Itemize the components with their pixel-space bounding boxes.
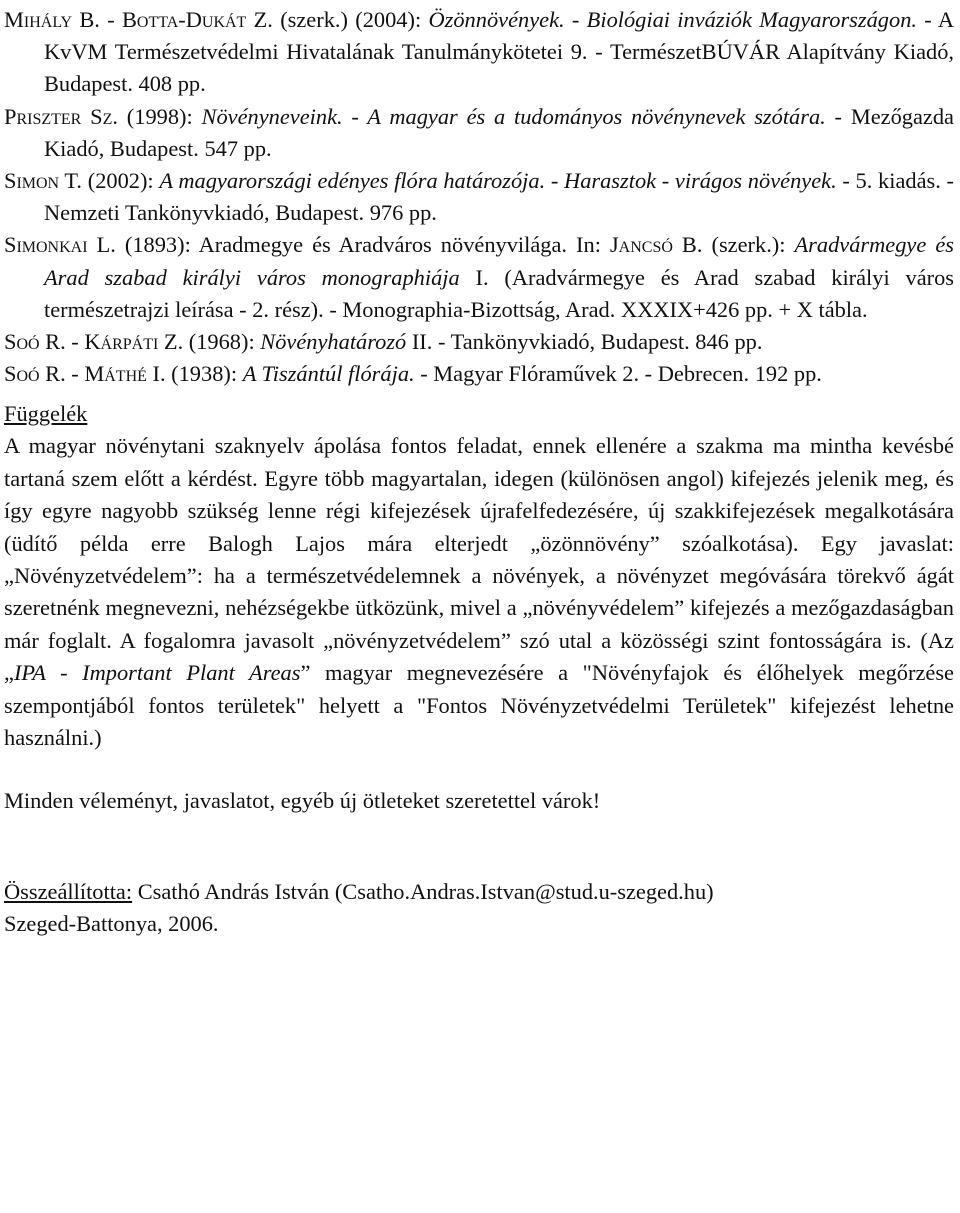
reference-year: (1998):	[117, 103, 202, 129]
reference-entry	[4, 358, 954, 390]
reference-authors: Simon T.	[4, 168, 83, 194]
reference-authors: Mihály B. - Botta-Dukát Z.	[4, 7, 273, 32]
reference-title: Növényhatározó	[260, 329, 407, 355]
reference-title: A magyarországi edényes flóra határozója. - Harasztok - virágos növények.	[159, 168, 837, 194]
reference-publisher: - 5. kiadás. - Nemzeti Tankönyvkiadó, Budapest. 976 pp.	[44, 168, 954, 226]
reference-year: (1893): Aradmegye és Aradváros növényvilága. In:	[115, 232, 610, 258]
reference-publisher: - A KvVM Természetvédelmi Hivatalának Tanulmánykötetei 9. - TermészetBÚVÁR Alapítvány Kiadó, Budapest. 408 pp.	[44, 7, 954, 97]
appendix-text: A magyar növénytani szaknyelv ápolása fontos feladat, ennek ellenére a szakma ma mintha kevésbé tartaná szem előtt a kérdést. Egyre több magyartalan, idegen (különösen angol) kifejezés jelenik meg, és így egyre nagyobb szükség lenne régi kifejezések újrafelfedezésére, új szakkifejezések megalkotására (üdítő példa erre Balogh Lajos mára elterjedt „özönnövény” szóalkotása). Egy javaslat: „Növényzetvédelem”: ha a természetvédelemnek a növények, a növényzet megóvására törekvő ágát szeretnénk megnevezni, nehézségekbe ütközünk, mivel a „növényvédelem” kifejezés a mezőgazdaságban már foglalt. A fogalomra javasolt „növényzetvédelem” szó utal a közösségi szint fontosságára is. (Az „	[4, 433, 954, 686]
reference-title: Növényneveink. - A magyar és a tudományos növénynevek szótára.	[201, 103, 826, 129]
reference-title: Aradvármegye és Arad szabad királyi város monographiája	[44, 232, 954, 290]
appendix-italic-term: IPA - Important Plant Areas	[13, 660, 301, 686]
reference-authors: Soó R. - Máthé I.	[4, 361, 166, 387]
reference-authors: Simonkai L.	[4, 232, 116, 258]
reference-publisher: I. (Aradvármegye és Arad szabad királyi város természetrajzi leírása - 2. rész). - Monographia-Bizottság, Arad. XXXIX+426 pp. + X tábla.	[44, 264, 955, 322]
reference-entry	[4, 229, 954, 326]
reference-authors: Soó R. - Kárpáti Z.	[4, 329, 184, 355]
reference-entry	[4, 4, 954, 101]
reference-entry	[4, 101, 954, 165]
appendix-text-end: ” magyar megnevezésére a "Növényfajok és élőhelyek megőrzése szempontjából fontos területek" helyett a "Fontos Növényzetvédelmi Területek" kifejezést lehetne használni.)	[4, 660, 954, 751]
place-date: Szeged-Battonya, 2006.	[4, 910, 219, 936]
reference-editor: Jancsó B.	[609, 232, 703, 258]
reference-entry	[4, 326, 954, 358]
reference-year: (1938):	[165, 361, 243, 387]
reference-year: (2002):	[82, 168, 160, 194]
appendix-heading: Függelék	[4, 401, 88, 427]
credit-label: Összeállította:	[4, 878, 133, 904]
reference-publisher: II. - Tankönyvkiadó, Budapest. 846 pp.	[406, 329, 763, 355]
reference-authors: Priszter Sz.	[4, 103, 118, 129]
closing-line: Minden véleményt, javaslatot, egyéb új ötleteket szeretettel várok!	[4, 787, 601, 813]
credits-block	[4, 876, 954, 940]
reference-year: (szerk.) (2004):	[272, 7, 429, 32]
appendix-paragraph	[4, 430, 954, 754]
reference-publisher: - Mezőgazda Kiadó, Budapest. 547 pp.	[44, 103, 955, 161]
reference-editor-note: (szerk.):	[702, 232, 795, 258]
reference-title: A Tiszántúl flórája.	[242, 361, 415, 387]
reference-title: Özönnövények. - Biológiai inváziók Magyarországon.	[428, 7, 917, 32]
reference-year: (1968):	[183, 329, 261, 355]
reference-publisher: - Magyar Flóraművek 2. - Debrecen. 192 pp.	[414, 361, 822, 387]
reference-entry	[4, 165, 954, 229]
credit-author: Csathó András István (Csatho.Andras.Istvan@stud.u-szeged.hu)	[132, 878, 714, 904]
